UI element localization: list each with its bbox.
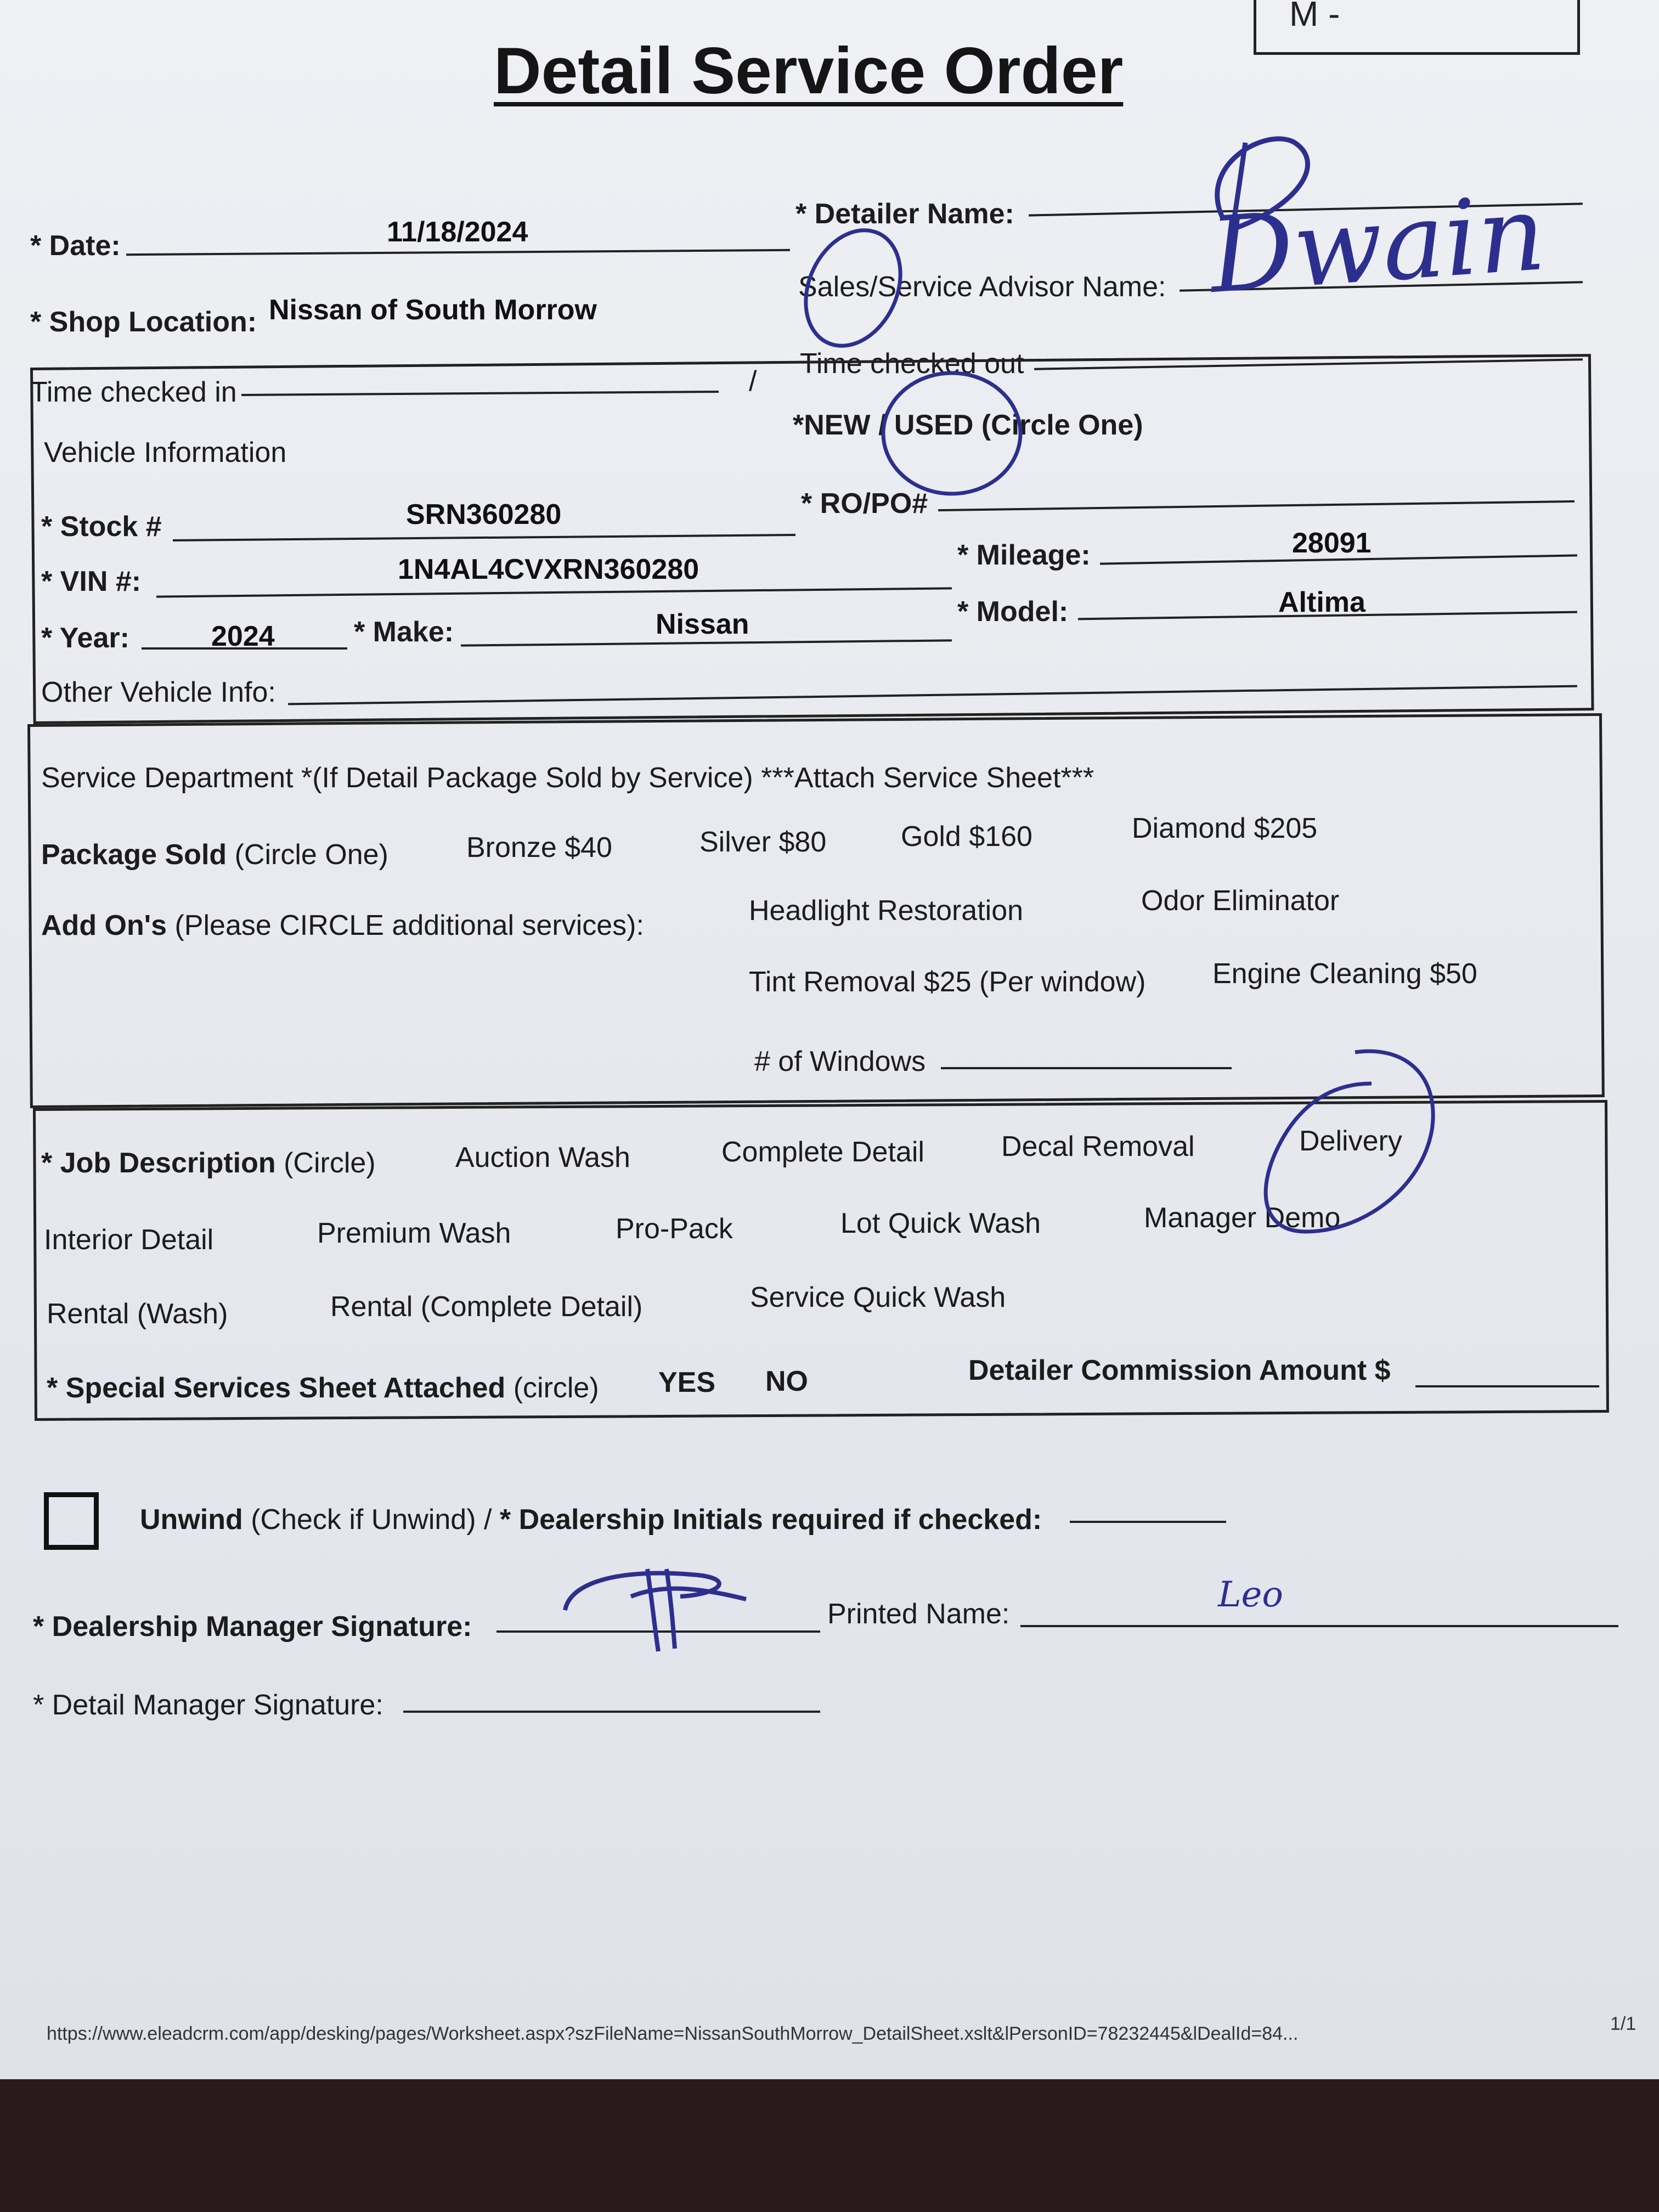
- make-value: Nissan: [656, 608, 749, 640]
- unwind-initials-label: * Dealership Initials required if checked:: [499, 1504, 1042, 1536]
- job-premium-wash: Premium Wash: [317, 1217, 511, 1249]
- manager-signature-scribble: [565, 1569, 746, 1651]
- job-delivery: Delivery: [1299, 1125, 1402, 1157]
- windows-count-label: # of Windows: [754, 1046, 926, 1077]
- job-complete-detail: Complete Detail: [721, 1136, 924, 1168]
- year-value: 2024: [211, 620, 275, 652]
- package-bronze: Bronze $40: [466, 832, 612, 864]
- unwind-label-bold: Unwind: [140, 1504, 243, 1536]
- model-label: * Model:: [957, 596, 1069, 628]
- new-used-label: *NEW / USED (Circle One): [793, 409, 1143, 441]
- addon-headlight-restoration: Headlight Restoration: [749, 895, 1024, 927]
- job-pro-pack: Pro-Pack: [616, 1213, 733, 1245]
- job-rental-wash: Rental (Wash): [47, 1298, 228, 1330]
- addon-odor-eliminator: Odor Eliminator: [1141, 885, 1340, 917]
- time-out-label: Time checked out: [800, 348, 1024, 380]
- job-description-label-rest: (Circle): [275, 1147, 376, 1179]
- delivery-circle: [1266, 1051, 1433, 1232]
- job-decal-removal: Decal Removal: [1001, 1131, 1195, 1163]
- special-services-yes: YES: [658, 1367, 716, 1398]
- stock-label: * Stock #: [41, 511, 162, 543]
- form-id-label: M -: [1289, 0, 1340, 33]
- job-description-label-bold: * Job Description: [41, 1147, 276, 1179]
- addon-engine-cleaning: Engine Cleaning $50: [1212, 958, 1477, 990]
- special-services-label-rest: (circle): [505, 1372, 599, 1404]
- add-ons-label-rest: (Please CIRCLE additional services):: [167, 910, 644, 941]
- date-label: * Date:: [30, 230, 121, 262]
- job-rental-complete-detail: Rental (Complete Detail): [330, 1291, 643, 1323]
- job-manager-demo: Manager Demo: [1144, 1202, 1341, 1234]
- ro-po-label: * RO/PO#: [801, 488, 928, 520]
- sales-circle: [788, 215, 918, 361]
- model-value: Altima: [1278, 586, 1365, 618]
- vin-value: 1N4AL4CVXRN360280: [398, 554, 699, 585]
- vehicle-info-label: Vehicle Information: [44, 437, 287, 469]
- package-diamond: Diamond $205: [1132, 812, 1318, 844]
- shop-location-value: Nissan of South Morrow: [269, 294, 597, 326]
- special-services-label-bold: * Special Services Sheet Attached: [47, 1372, 506, 1404]
- shop-location-label: * Shop Location:: [30, 306, 257, 338]
- mileage-label: * Mileage:: [957, 539, 1091, 571]
- service-department-header: Service Department *(If Detail Package Sold by Service) ***Attach Service Sheet***: [41, 762, 1094, 794]
- package-sold-label-rest: (Circle One): [227, 839, 388, 871]
- other-vehicle-info-label: Other Vehicle Info:: [41, 676, 276, 708]
- printed-name-label: Printed Name:: [827, 1598, 1010, 1630]
- footer-page-number: 1/1: [1610, 2013, 1637, 2034]
- job-lot-quick-wash: Lot Quick Wash: [840, 1207, 1041, 1239]
- advisor-name-label: Sales/Service Advisor Name:: [798, 271, 1166, 303]
- package-silver: Silver $80: [699, 826, 827, 858]
- detailer-handwritten-initial: [1217, 139, 1308, 252]
- special-services-no: NO: [765, 1365, 808, 1397]
- time-separator: /: [749, 365, 757, 397]
- job-auction-wash: Auction Wash: [455, 1142, 630, 1173]
- make-label: * Make:: [354, 616, 454, 648]
- advisor-handwritten-name: Dwain: [1206, 172, 1549, 317]
- time-in-label: Time checked in: [30, 376, 237, 408]
- footer-url: https://www.eleadcrm.com/app/desking/pages/Worksheet.aspx?szFileName=NissanSouthMorrow_DetailSheet.xslt&lPersonID=78232445&lDealId=84...: [47, 2023, 1299, 2044]
- package-gold: Gold $160: [901, 821, 1032, 853]
- page-title: Detail Service Order: [494, 34, 1124, 108]
- year-label: * Year:: [41, 622, 129, 654]
- detailer-name-label: * Detailer Name:: [795, 198, 1014, 230]
- add-ons-label-bold: Add On's: [41, 910, 167, 941]
- printed-name-handwritten: Leo: [1218, 1575, 1283, 1615]
- addon-tint-removal: Tint Removal $25 (Per window): [749, 966, 1146, 998]
- job-interior-detail: Interior Detail: [44, 1224, 214, 1256]
- commission-label: Detailer Commission Amount $: [968, 1355, 1391, 1386]
- mileage-value: 28091: [1292, 527, 1372, 559]
- unwind-label-rest: (Check if Unwind) /: [242, 1504, 500, 1536]
- dealership-manager-signature-label: * Dealership Manager Signature:: [33, 1611, 472, 1643]
- package-sold-label-bold: Package Sold: [41, 839, 227, 871]
- vin-label: * VIN #:: [41, 566, 142, 597]
- job-service-quick-wash: Service Quick Wash: [750, 1282, 1006, 1313]
- detail-manager-signature-label: * Detail Manager Signature:: [33, 1689, 383, 1721]
- stock-value: SRN360280: [406, 499, 562, 531]
- date-value: 11/18/2024: [387, 216, 528, 248]
- used-circle: [883, 373, 1020, 494]
